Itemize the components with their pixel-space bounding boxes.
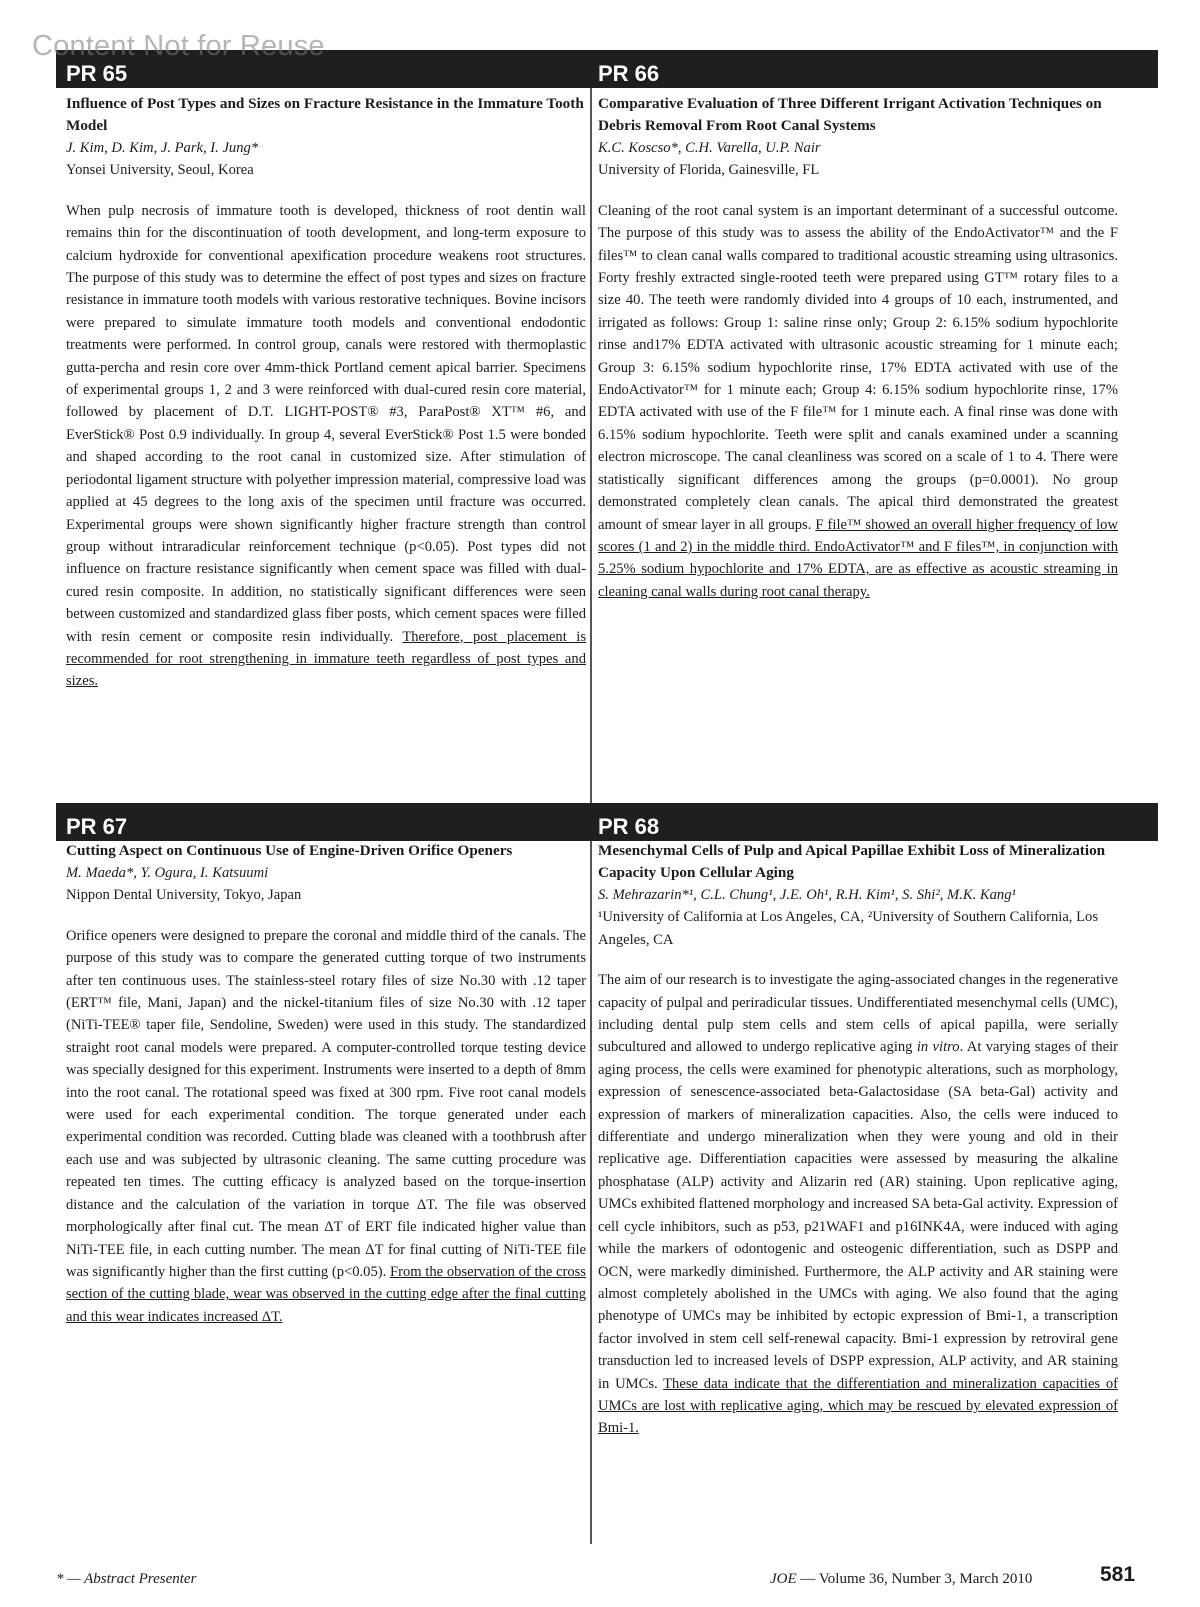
abstract-body-text: . At varying stages of their aging process, the cells were examined for phenotypic alterations, such as morphology, expression of senescence-associated beta-Galactosidase (SA beta-Gal) activity and expression of markers of mineralization capacities. Also, the cells were induced to differentiate and undergo mineralization when they were young and old in their replicative age. Differentiation capacities were assessed by measuring the alkaline phosphatase (ALP) activity and Alizarin red (AR) staining. Upon replicative aging, UMCs exhibited flattened morphology and increased SA beta-Gal activity. Expression of cell cycle inhibitors, such as p53, p21WAF1 and p16INK4A, were induced with aging while the markers of odontogenic and osteogenic differentiation, such as DSPP and OCN, were markedly diminished. Furthermore, the ALP activity and AR staining were almost completely abolished in the UMCs with aging. We also found that the aging phenotype of UMCs may be inhibited by ectopic expression of Bmi-1, a transcription factor involved in stem cell self-renewal capacity. Bmi-1 expression by retroviral gene transduction led to increased levels of DSPP expression, ALP activity, and AR staining in UMCs.: [598, 1039, 1119, 1392]
abstract-title: Comparative Evaluation of Three Different Irrigant Activation Techniques on Debris Removal From Root Canal Systems: [598, 95, 1102, 134]
abstract-body: [66, 925, 586, 1328]
abstract-affiliation: Yonsei University, Seoul, Korea: [66, 162, 254, 179]
page-number: 581: [1100, 1563, 1136, 1586]
abstract-affiliation: ¹University of California at Los Angeles, CA, ²University of Southern California, Los Angeles, CA: [598, 909, 1098, 948]
abstract-body-text: The aim of our research is to investigate the aging-associated changes in the regenerative capacity of pulpal and periradicular tissues. Undifferentiated mesenchymal cells (UMC), including dental pulp stem cells and stem cells of apical papilla, were serially subcultured and allowed to undergo replicative aging: [598, 972, 1118, 1056]
abstract-title: Mesenchymal Cells of Pulp and Apical Papillae Exhibit Loss of Mineralization Capacity Upon Cellular Aging: [598, 842, 1106, 881]
abstract-affiliation: Nippon Dental University, Tokyo, Japan: [66, 887, 302, 904]
abstract-authors: J. Kim, D. Kim, J. Park, I. Jung*: [66, 140, 259, 156]
presenter-note: * — Abstract Presenter: [56, 1571, 197, 1587]
abstract-body-italic: in vitro: [916, 1039, 960, 1056]
abstract-body-text: Orifice openers were designed to prepare the coronal and middle third of the canals. The purpose of this study was to compare the generated cutting torque of two instruments after ten continuous uses. The stainless-steel rotary files of size No.30 with .12 taper (ERT™ file, Mani, Japan) and the nickel-titanium files of size No.30 with .12 taper (NiTi-TEE® taper file, Sendoline, Sweden) were used in this study. The standardized straight root canal models were prepared. A computer-controlled torque testing device was specially designed for this experiment. Instruments were inserted to a depth of 8mm into the root canal. The rotational speed was fixed at 300 rpm. Five root canal models were used for each experimental condition. The torque generated under each experimental condition was recorded. Cutting blade was cleaned with a toothbrush after each use and was subjected by ultrasonic cleaning. The same cutting procedure was repeated ten times. The cutting efficacy is analyzed based on the torque-insertion distance and the calculation of the variation in torque ΔT. The file was observed morphologically after final cut. The mean ΔT of ERT file indicated higher value than NiTi-TEE file, in each cutting number. The mean ΔT for final cutting of NiTi-TEE file was significantly higher than the first cutting (p<0.05).: [66, 927, 586, 1280]
abstract-authors: S. Mehrazarin*¹, C.L. Chung¹, J.E. Oh¹, R.H. Kim¹, S. Shi², M.K. Kang¹: [598, 887, 1016, 903]
abstract-body: [66, 200, 586, 693]
abstract-conclusion: These data indicate that the differentiation and mineralization capacities of UMCs are lost with replicative aging, which may be rescued by elevated expression of Bmi-1.: [598, 1375, 1118, 1437]
abstract-title: Cutting Aspect on Continuous Use of Engine-Driven Orifice Openers: [66, 842, 513, 859]
abstract-body-text: Cleaning of the root canal system is an important determinant of a successful outcome. The purpose of this study was to assess the ability of the EndoActivator™ and the F files™ to clean canal walls compared to traditional acoustic streaming using ultrasonics. Forty freshly extracted single-rooted teeth were prepared using GT™ rotary files to a size 40. The teeth were randomly divided into 4 groups of 10 each, instrumented, and irrigated as follows: Group 1: saline rinse only; Group 2: 6.15% sodium hypochlorite rinse and17% EDTA activated with ultrasonic acoustic streaming for 1 minute each; Group 3: 6.15% sodium hypochlorite rinse, 17% EDTA activated with use of the EndoActivator™ for 1 minute each; Group 4: 6.15% sodium hypochlorite rinse, 17% EDTA activated with use of the F file™ for 1 minute each. A final rinse was done with 6.15% sodium hypochlorite. Teeth were split and canals examined under a scanning electron microscope. The canal cleanliness was scored on a scale of 1 to 4. There were statistically significant differences among the groups (p=0.0001). No group demonstrated completely clean canals. The apical third demonstrated the greatest amount of smear layer in all groups.: [598, 202, 1118, 533]
abstract-pr67: [66, 840, 586, 1328]
abstract-body: [598, 969, 1118, 1440]
abstract-id: PR 65: [66, 61, 128, 86]
journal-volume: — Volume 36, Number 3, March 2010: [796, 1571, 1033, 1587]
abstract-authors: M. Maeda*, Y. Ogura, I. Katsuumi: [66, 865, 269, 881]
abstract-conclusion: Therefore, post placement is recommended for root strengthening in immature teeth regardless of post types and sizes.: [66, 628, 587, 690]
abstract-pr66: [598, 93, 1118, 603]
header-bar-bottom: [56, 803, 1158, 841]
column-divider: [590, 88, 592, 803]
journal-citation: [770, 1570, 1032, 1588]
journal-name: JOE: [770, 1571, 797, 1587]
abstract-id: PR 68: [598, 814, 660, 839]
watermark: Content Not for Reuse: [32, 30, 325, 62]
abstract-title: Influence of Post Types and Sizes on Fracture Resistance in the Immature Tooth Model: [66, 95, 584, 134]
abstract-affiliation: University of Florida, Gainesville, FL: [598, 162, 820, 179]
column-divider: [590, 841, 592, 1544]
abstract-pr65: [66, 93, 586, 693]
abstract-id: PR 66: [598, 61, 660, 86]
abstract-conclusion: From the observation of the cross section of the cutting blade, wear was observed in the cutting edge after the final cutting and this wear indicates increased ΔT.: [66, 1263, 586, 1325]
abstract-body: [598, 200, 1118, 603]
abstract-conclusion: F file™ showed an overall higher frequency of low scores (1 and 2) in the middle third. EndoActivator™ and F files™, in conjunction with 5.25% sodium hypochlorite and 17% EDTA, are as effective as acoustic streaming in cleaning canal walls during root canal therapy.: [598, 516, 1118, 600]
abstract-pr68: [598, 840, 1118, 1440]
abstract-id: PR 67: [66, 814, 128, 839]
abstract-authors: K.C. Koscso*, C.H. Varella, U.P. Nair: [598, 140, 821, 156]
abstract-body-text: When pulp necrosis of immature tooth is developed, thickness of root dentin wall remains thin for the discontinuation of tooth development, and long-term exposure to calcium hydroxide for conventional apexification procedure weakens root structures. The purpose of this study was to determine the effect of post types and sizes on fracture resistance in immature tooth models with various restorative techniques. Bovine incisors were prepared to simulate immature tooth models and conventional endodontic treatments were performed. In control group, canals were restored with thermoplastic gutta-percha and resin core over 4mm-thick Portland cement apical barrier. Specimens of experimental groups 1, 2 and 3 were reinforced with dual-cured resin core material, followed by placement of D.T. LIGHT-POST® #3, ParaPost® XT™ #6, and EverStick® Post 0.9 individually. In group 4, several EverStick® Post 1.5 were bonded and shaped according to the root canal in customized size. After stimulation of periodontal ligament structure with polyether impression material, compressive load was applied at 45 degrees to the long axis of the specimen until fracture was occurred. Experimental groups were shown significantly higher fracture strength than control group without intraradicular reinforcement technique (p<0.05). Post types did not influence on fracture resistance significantly when cement space was filled with dual-cured resin composite. In addition, no statistically significant differences were seen between customized and standardized glass fiber posts, which cement spaces were filled with resin cement or composite resin individually.: [66, 202, 586, 645]
